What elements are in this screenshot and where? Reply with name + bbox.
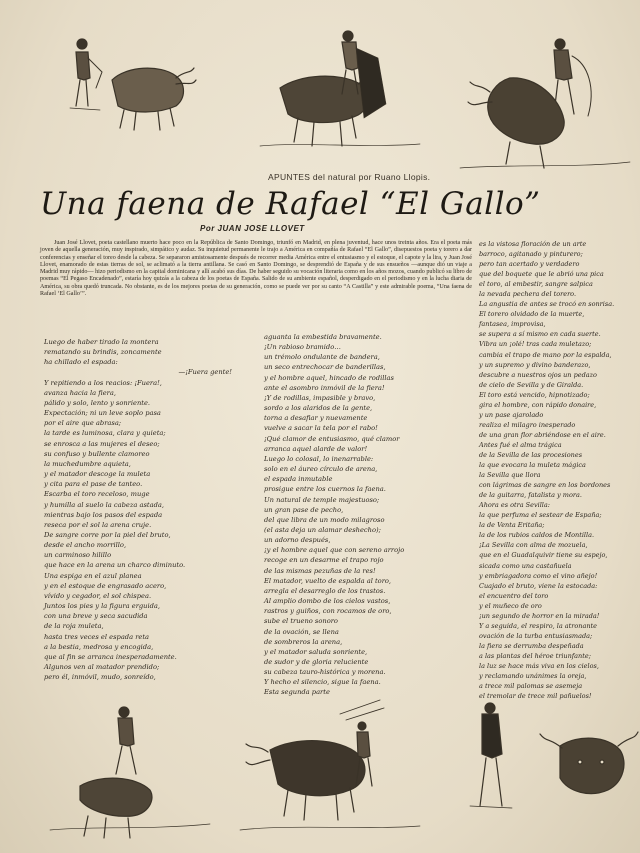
poem-line: ha chillado el espada: xyxy=(44,358,118,367)
poem-line: el toro, al embestir, sangre salpica xyxy=(479,280,593,289)
poem-line: la que evocara la muleta mágica xyxy=(479,461,586,470)
poem-line: reseca por el sol la arena cruje. xyxy=(44,520,152,529)
poem-line: con lágrimas de sangre en los bordones xyxy=(479,481,611,490)
poem-line: fantasea, improvisa, xyxy=(479,320,546,329)
poem-line: y embriagadora como el vino añejo! xyxy=(479,571,598,580)
poem-line: Vibra un ¡olé! tras cada muletazo; xyxy=(479,340,592,349)
poem-line: Luego lo colosal, lo inenarrable: xyxy=(264,454,374,463)
poem-line: es la vistosa floración de un arte xyxy=(479,240,587,248)
poem-line: ¡La Sevilla con alma de mozuela, xyxy=(479,541,588,550)
poem-line: Al amplio dombo de los cielos vastos, xyxy=(264,597,391,606)
poem-line: la tarde es luminosa, clara y quieta; xyxy=(44,429,166,438)
poem-line: que en el Guadalquivir tiene su espejo, xyxy=(479,551,608,560)
poem-line: torna a desafiar y nuevamente xyxy=(264,414,368,423)
poem-line: El matador, vuelto de espalda al toro, xyxy=(264,576,392,585)
poem-line: de la guitarra, fatalista y mora. xyxy=(479,491,582,500)
poem-line: El toro está vencido, hipnotizado; xyxy=(479,390,590,399)
poem-line: un adorno después, xyxy=(264,536,331,545)
poem-line: un seco entrechocar de banderillas, xyxy=(264,363,386,372)
poem-line: la nevada pechera del torero. xyxy=(479,290,577,299)
poem-line: Expectación; ni un leve soplo pasa xyxy=(44,409,161,418)
poem-line: La angustia de antes se trocó en sonrisa. xyxy=(479,300,615,309)
poem-line: de la roja muleta, xyxy=(44,622,104,631)
poem-line: vuelve a sacar la tela por el rabo! xyxy=(264,424,378,433)
poem-line: (el asta deja un alamar deshecho); xyxy=(264,525,381,534)
poem-column-1 xyxy=(44,337,254,682)
poem-line: Antes fué el alma trágica xyxy=(479,440,562,449)
poem-line: cambia el trapo de mano por la espalda, xyxy=(479,350,612,359)
poem-line: de sudor y de gloria reluciente xyxy=(264,658,369,666)
poem-line: Esta segunda parte xyxy=(264,688,330,697)
poem-line: vívido y cegador, el sol chispea. xyxy=(44,591,152,600)
bull-sketch xyxy=(112,68,196,130)
bullfight-sketches-top xyxy=(40,18,640,180)
poem-line: sordo a los alaridos de la gente, xyxy=(264,404,373,413)
poem-line: por el aire que abrasa; xyxy=(44,419,122,428)
poem-line: la que perfuma el sestear de España; xyxy=(479,511,602,520)
poem-line: arregla el desarreglo de los trastos. xyxy=(264,586,386,595)
poem-line: ¡Qué clamor de entusiasmo, qué clamor xyxy=(264,434,400,443)
poem-line: de sombreros la arena, xyxy=(264,637,343,646)
poem-line: y un pase ajarolado xyxy=(479,410,544,419)
poem-line: sicada como una castañuela xyxy=(479,561,572,570)
poem-line: su cabeza tauro-histórica y morena. xyxy=(264,668,386,677)
poem-line: ¡y el hombre aquel que con sereno arrojo xyxy=(264,546,405,555)
poem-line: ante el asombro inmóvil de la fiera! xyxy=(264,383,385,392)
poem-line: la de Venta Eritaña; xyxy=(479,521,545,530)
matador-standing-right xyxy=(470,703,512,808)
poem-line: del que libra de un modo milagroso xyxy=(264,515,385,524)
bull-sketch-right xyxy=(460,39,630,168)
poem-line: Luego de haber tirado la montera xyxy=(44,338,159,346)
poem-line: se enrosca a las mujeres el deseo; xyxy=(44,439,160,448)
poem-line: realiza el milagro inesperado xyxy=(479,420,576,429)
poem-line: arranca aquel alarde de valor! xyxy=(264,444,368,453)
poem-line: un gran pase de pecho, xyxy=(264,505,344,514)
poem-line: la fiera se derrumba despeñada xyxy=(479,641,584,650)
poem-line: se supera a sí mismo en cada suerte. xyxy=(479,330,601,339)
poem-line: Y hecho el silencio, sigue la faena. xyxy=(264,678,381,687)
poem-line: aguanta la embestida bravamente. xyxy=(264,333,382,341)
bullfight-scene xyxy=(260,31,420,146)
banderillero-sketch xyxy=(50,707,210,838)
poem-line: Algunos ven al matador prendido; xyxy=(44,663,160,671)
poem-line: a trece mil palomas se asemeja xyxy=(479,682,583,691)
article-title: Una faena de Rafael “El Gallo” xyxy=(40,186,541,222)
poem-line: avanza hacia la fiera, xyxy=(44,388,116,397)
matador-sketch xyxy=(70,39,102,110)
poem-line: Y a seguida, el respiro, la atronante xyxy=(479,621,597,630)
poem-line: ¡Y de rodillas, impasible y bravo, xyxy=(264,393,376,402)
poem-column-3 xyxy=(479,239,639,701)
poem-line: y el matador descoge la muleta xyxy=(44,470,151,479)
intro-text: Juan José Llovet, poeta castellano muerto hace poco en la República de Santo Domingo, triunfó en Madrid, en plena juventud, hace unos treinta años. Era el poeta más joven de aquella generación, muy inspirado, simpático y audaz. Su inquietud permanente le trajo a América en compañía de Rafael “El Gallo”, disepuestos poeta y torero a dar conferencias y enseñar el toreo desde la cabeza. Se separaron amistosamente después de recorrer media América entre el entusiasmo y el estoque, el capote y la lira, y Juan José Llovet, enamorado de estas tierras de sol, se aclimató a la tierra antillana. Se casó en Santo Domingo, se desprendió de España y de sus ensueños —aunque dió un viaje a Madrid muy rápido— hizo periodismo en la capital dominicana y allí acabó sus días. De haber seguido su vocación literaria como en los años mozos, cuando publicó su libro de poemas “El Pegaso Encadenado”, estaría hoy quizás a la cabeza de los poetas de España. Salido de su ambiente español, desperdigado en el periodismo y en la lucha diaria de América, su obra quedó truncada. No obstante, es de los mejores poetas de su generación, como se puede ver por su canto “A Castilla” y este admirable poema, “Una faena de Rafael ‘El Gallo’”. xyxy=(40,240,472,298)
poem-line: que al fin se arranca inesperadamente. xyxy=(44,652,177,661)
poem-line: desde el ancho morrillo, xyxy=(44,541,127,550)
poem-line: Juntos los pies y la figura erguida, xyxy=(44,602,161,611)
poem-line: rastros y guiños, con rocamos de oro, xyxy=(264,607,392,616)
poem-line: Escarba el toro receloso, muge xyxy=(44,490,150,499)
poem-line: Un natural de temple majestuoso; xyxy=(264,495,380,504)
poem-line: Cuajado el bruto, viene la estocada: xyxy=(479,581,598,590)
poem-line: pero tan acertado y verdadero xyxy=(479,260,580,269)
poem-line: de las mismas pezuñas de la res! xyxy=(264,566,376,575)
poem-line: y el muñeco de oro xyxy=(479,601,542,610)
center-bull-scene xyxy=(240,700,420,830)
poem-line: y un supremo y divino banderazo, xyxy=(479,360,591,369)
byline: Por JUAN JOSE LLOVET xyxy=(200,224,305,233)
poem-line: ¡Un rabioso bramido… xyxy=(264,343,341,352)
poem-line: mientras bajo los pasos del espada xyxy=(44,510,163,519)
illustration-caption: APUNTES del natural por Ruano Llopis. xyxy=(268,172,431,182)
poem-line: recoge en un desarme el trapo rojo xyxy=(264,556,384,565)
poem-line: la muchedumbre aquieta, xyxy=(44,459,131,468)
poem-line: de la Sevilla de las procesiones xyxy=(479,450,583,459)
poem-line: y cita para el pase de tanteo. xyxy=(44,480,143,489)
bull-head-sketch xyxy=(540,732,638,794)
poem-line: sube el trueno sonoro xyxy=(264,617,338,626)
poem-line: gira el hombre, con rápido donaire, xyxy=(479,400,597,409)
poem-line: con una breve y seca sacudida xyxy=(44,612,148,621)
poem-line: un trémolo ondulante de bandera, xyxy=(264,353,380,362)
poem-line: el encuentro del toro xyxy=(479,591,549,600)
poem-line: Una espiga en el azul planea xyxy=(44,571,142,580)
poem-line: y en el estoque de engrasado acero, xyxy=(44,581,167,590)
poem-line: solo en el áureo círculo de arena, xyxy=(264,465,378,474)
poem-line: barroco, agitanado y pinturero; xyxy=(479,250,583,259)
poem-line: pálido y solo, lento y sonriente. xyxy=(44,398,151,407)
poem-line: de la ovación, se llena xyxy=(264,627,339,636)
poem-line: y el matador saluda sonriente, xyxy=(264,647,368,656)
poem-line: El torero olvidado de la muerte, xyxy=(479,310,585,319)
poem-line: que del boquete que le abrió una pica xyxy=(479,270,604,279)
bullfight-sketches-bottom xyxy=(40,690,640,850)
poem-line: un carminoso hilillo xyxy=(44,551,112,560)
poem-line: y humilla al suelo la cabeza astada, xyxy=(44,500,164,509)
poem-line: y el hombre aquel, hincado de rodillas xyxy=(264,373,394,382)
poem-column-2 xyxy=(264,332,474,698)
poem-line: la de los rubios caldos de Montilla. xyxy=(479,531,595,540)
poem-line: la luz se hace más viva en los cielos, xyxy=(479,661,599,670)
poem-line: y reclamando unánimes la oreja, xyxy=(479,672,587,681)
poem-line: descubre a nuestros ojos un pedazo xyxy=(479,370,597,379)
poem-line: Y repitiendo a los reacios: ¡Fuera!, xyxy=(44,378,162,387)
poem-line: el espada inmutable xyxy=(264,475,333,484)
poem-line: ¡un segundo de horror en la mirada! xyxy=(479,611,600,620)
poem-line: de cielo de Sevilla y de Giralda. xyxy=(479,380,584,389)
poem-line: el tremolar de trece mil pañuelos! xyxy=(479,692,592,701)
poem-line: a las plantas del héroe triunfante; xyxy=(479,651,591,660)
poem-line: pero él, inmóvil, mudo, sonreído, xyxy=(44,673,156,682)
poem-line: De sangre corre por la piel del bruto, xyxy=(44,530,171,539)
poem-line: de una gran flor abriéndose en el aire. xyxy=(479,430,606,439)
poem-line: a la bestia, medrosa y encogida, xyxy=(44,642,154,651)
poem-line: rematando su brindis, zoncamente xyxy=(44,348,162,357)
poem-line: prosigue entre los cuernos la faena. xyxy=(264,485,386,494)
poem-line: que hace en la arena un charco diminuto. xyxy=(44,561,186,570)
intro-paragraph xyxy=(40,240,472,298)
poem-line: —¡Fuera gente! xyxy=(178,368,232,377)
poem-line: hasta tres veces el espada reta xyxy=(44,632,150,641)
poem-line: ovación de la turba entusiasmada; xyxy=(479,631,593,640)
poem-line: su confuso y bullente clamoreo xyxy=(44,449,150,458)
poem-line: Ahora es otra Sevilla: xyxy=(479,501,550,510)
poem-line: la Sevilla que llora xyxy=(479,471,541,480)
